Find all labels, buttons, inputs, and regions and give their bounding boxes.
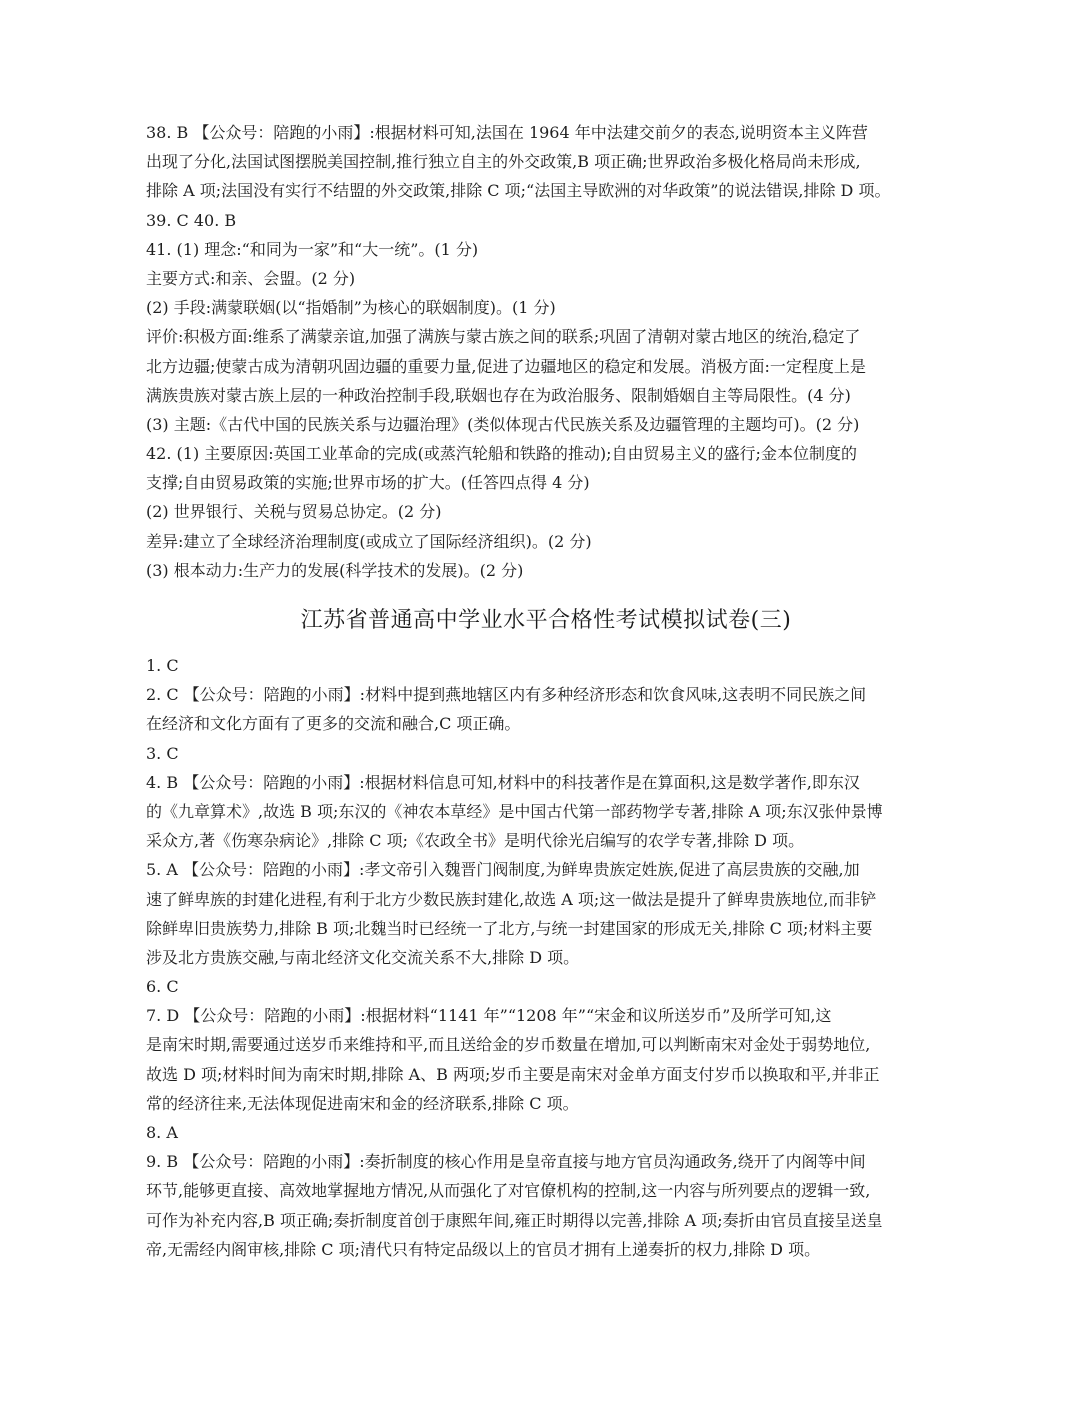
text-line: 39. C 40. B xyxy=(146,210,237,230)
text-line: 常的经济往来,无法体现促进南宋和金的经济联系,排除 C 项。 xyxy=(146,1093,579,1113)
text-line: 采众方,著《伤寒杂病论》,排除 C 项;《农政全书》是明代徐光启编写的农学专著,排除 D 项。 xyxy=(146,831,805,851)
text-line: 可作为补充内容,B 项正确;奏折制度首创于康熙年间,雍正时期得以完善,排除 A 项;奏折由官员直接呈送皇 xyxy=(146,1210,883,1230)
text-line: 主要方式:和亲、会盟。(2 分) xyxy=(146,268,356,288)
text-line: (3) 根本动力:生产力的发展(科学技术的发展)。(2 分) xyxy=(146,560,524,580)
text-line: 支撑;自由贸易政策的实施;世界市场的扩大。(任答四点得 4 分) xyxy=(146,473,590,493)
text-line: 的《九章算术》,故选 B 项;东汉的《神农本草经》是中国古代第一部药物学专著,排除 A 项;东汉张仲景博 xyxy=(146,801,883,821)
text-line: 北方边疆;使蒙古成为清朝巩固边疆的重要力量,促进了边疆地区的稳定和发展。消极方面:一定程度上是 xyxy=(146,356,866,376)
text-line: 故选 D 项;材料时间为南宋时期,排除 A、B 两项;岁币主要是南宋对金单方面支付岁币以换取和平,并非正 xyxy=(146,1064,880,1084)
text-line: 42. (1) 主要原因:英国工业革命的完成(或蒸汽轮船和铁路的推动);自由贸易主义的盛行;金本位制度的 xyxy=(146,444,857,464)
text-line: 是南宋时期,需要通过送岁币来维持和平,而且送给金的岁币数量在增加,可以判断南宋对金处于弱势地位, xyxy=(146,1035,871,1055)
text-line: (2) 手段:满蒙联姻(以“指婚制”为核心的联姻制度)。(1 分) xyxy=(146,298,556,318)
text-line: 除鲜卑旧贵族势力,排除 B 项;北魏当时已经统一了北方,与统一封建国家的形成无关,排除 C 项;材料主要 xyxy=(146,918,873,938)
text-line: 2. C 【公众号：陪跑的小雨】:材料中提到燕地辖区内有多种经济形态和饮食风味,这表明不同民族之间 xyxy=(146,685,867,705)
text-line: 41. (1) 理念:“和同为一家”和“大一统”。(1 分) xyxy=(146,239,479,259)
text-line: 出现了分化,法国试图摆脱美国控制,推行独立自主的外交政策,B 项正确;世界政治多极化格局尚未形成, xyxy=(146,152,861,172)
text-line: 满族贵族对蒙古族上层的一种政治控制手段,联姻也存在为政治服务、限制婚姻自主等局限性。(4 分) xyxy=(146,385,851,405)
text-line: 排除 A 项;法国没有实行不结盟的外交政策,排除 C 项;“法国主导欧洲的对华政策”的说法错误,排除 D 项。 xyxy=(146,181,891,201)
text-line: 5. A 【公众号：陪跑的小雨】:孝文帝引入魏晋门阀制度,为鲜卑贵族定姓族,促进了高层贵族的交融,加 xyxy=(146,860,860,880)
text-line: 差异:建立了全球经济治理制度(或成立了国际经济组织)。(2 分) xyxy=(146,531,592,551)
text-line: 评价:积极方面:维系了满蒙亲谊,加强了满族与蒙古族之间的联系;巩固了清朝对蒙古地区的统治,稳定了 xyxy=(146,327,861,347)
section-title: 江苏省普通高中学业水平合格性考试模拟试卷(三) xyxy=(300,608,792,633)
text-line: 7. D 【公众号：陪跑的小雨】:根据材料“1141 年”“1208 年”“宋金和议所送岁币”及所学可知,这 xyxy=(146,1006,832,1026)
text-line: 1. C xyxy=(146,656,179,675)
answer-document xyxy=(146,118,946,1264)
answers-section-1 xyxy=(146,118,946,585)
text-line: 8. A xyxy=(146,1123,178,1142)
text-line: 速了鲜卑族的封建化进程,有利于北方少数民族封建化,故选 A 项;这一做法是提升了鲜卑贵族地位,而非铲 xyxy=(146,889,877,909)
text-line: 3. C xyxy=(146,743,179,763)
text-line: 38. B 【公众号：陪跑的小雨】:根据材料可知,法国在 1964 年中法建交前夕的表态,说明资本主义阵营 xyxy=(146,123,868,142)
text-line: 帝,无需经内阁审核,排除 C 项;清代只有特定品级以上的官员才拥有上递奏折的权力,排除 D 项。 xyxy=(146,1239,821,1259)
text-line: (2) 世界银行、关税与贸易总协定。(2 分) xyxy=(146,502,442,522)
text-line: 环节,能够更直接、高效地掌握地方情况,从而强化了对官僚机构的控制,这一内容与所列要点的逻辑一致, xyxy=(146,1181,871,1201)
text-line: 6. C xyxy=(146,977,179,997)
text-line: 9. B 【公众号：陪跑的小雨】:奏折制度的核心作用是皇帝直接与地方官员沟通政务,绕开了内阁等中间 xyxy=(146,1152,866,1172)
answers-section-2 xyxy=(146,651,946,1264)
text-line: (3) 主题:《古代中国的民族关系与边疆治理》(类似体现古代民族关系及边疆管理的主题均可)。(2 分) xyxy=(146,414,860,434)
text-line: 在经济和文化方面有了更多的交流和融合,C 项正确。 xyxy=(146,714,521,734)
text-line: 涉及北方贵族交融,与南北经济文化交流关系不大,排除 D 项。 xyxy=(146,947,580,967)
text-line: 4. B 【公众号：陪跑的小雨】:根据材料信息可知,材料中的科技著作是在算面积,这是数学著作,即东汉 xyxy=(146,772,860,792)
